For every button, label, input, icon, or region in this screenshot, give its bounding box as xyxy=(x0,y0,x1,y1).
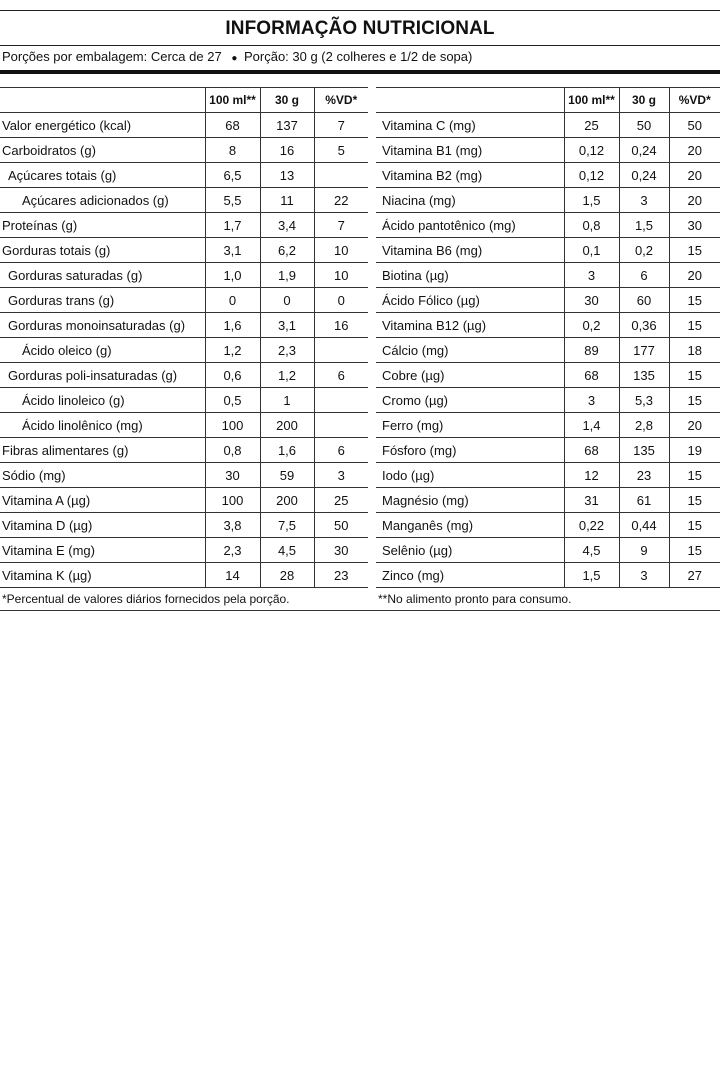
header-blank-left xyxy=(0,88,205,113)
value-30g: 28 xyxy=(260,563,314,588)
value-100ml: 31 xyxy=(564,488,619,513)
bullet-icon: ● xyxy=(231,53,238,64)
nutrient-name: Ácido oleico (g) xyxy=(0,338,205,363)
nutrient-name: Vitamina A (µg) xyxy=(0,488,205,513)
value-dv: 15 xyxy=(669,363,720,388)
table-row xyxy=(0,388,720,413)
nutrient-name: Fibras alimentares (g) xyxy=(0,438,205,463)
nutrient-name: Cromo (µg) xyxy=(376,388,564,413)
table-row xyxy=(0,188,720,213)
header-blank-right xyxy=(376,88,564,113)
value-dv: 20 xyxy=(669,163,720,188)
nutrient-name: Açúcares adicionados (g) xyxy=(0,188,205,213)
nutrient-name: Proteínas (g) xyxy=(0,213,205,238)
value-100ml: 1,4 xyxy=(564,413,619,438)
value-dv: 16 xyxy=(314,313,368,338)
value-dv: 5 xyxy=(314,138,368,163)
value-dv: 15 xyxy=(669,513,720,538)
value-dv: 27 xyxy=(669,563,720,588)
nutrient-name: Valor energético (kcal) xyxy=(0,113,205,138)
value-30g: 2,8 xyxy=(619,413,669,438)
column-gap xyxy=(368,438,376,463)
nutrient-name: Ácido linolênico (mg) xyxy=(0,413,205,438)
value-100ml: 0,1 xyxy=(564,238,619,263)
value-30g: 60 xyxy=(619,288,669,313)
value-100ml: 30 xyxy=(205,463,260,488)
value-100ml: 4,5 xyxy=(564,538,619,563)
value-30g: 3 xyxy=(619,188,669,213)
value-100ml: 3,1 xyxy=(205,238,260,263)
serving-info xyxy=(0,46,720,68)
value-dv: 20 xyxy=(669,413,720,438)
column-gap xyxy=(368,313,376,338)
nutrient-name: Vitamina B12 (µg) xyxy=(376,313,564,338)
value-30g: 3 xyxy=(619,563,669,588)
nutrient-name: Vitamina B6 (mg) xyxy=(376,238,564,263)
header-100ml-right: 100 ml** xyxy=(564,88,619,113)
value-dv: 30 xyxy=(669,213,720,238)
nutrient-name: Vitamina B2 (mg) xyxy=(376,163,564,188)
column-gap xyxy=(368,213,376,238)
nutrient-name: Cálcio (mg) xyxy=(376,338,564,363)
column-gap xyxy=(368,388,376,413)
footnotes xyxy=(0,588,720,610)
nutrient-name: Gorduras saturadas (g) xyxy=(0,263,205,288)
nutrient-name: Gorduras trans (g) xyxy=(0,288,205,313)
nutrient-name: Iodo (µg) xyxy=(376,463,564,488)
column-gap xyxy=(368,513,376,538)
value-100ml: 1,7 xyxy=(205,213,260,238)
value-100ml: 68 xyxy=(564,438,619,463)
footnote-ready: **No alimento pronto para consumo. xyxy=(378,592,572,606)
value-100ml: 100 xyxy=(205,413,260,438)
value-30g: 7,5 xyxy=(260,513,314,538)
value-dv: 20 xyxy=(669,138,720,163)
nutrition-table xyxy=(0,87,720,588)
value-100ml: 0,8 xyxy=(564,213,619,238)
value-30g: 0,36 xyxy=(619,313,669,338)
value-30g: 0 xyxy=(260,288,314,313)
value-100ml: 68 xyxy=(564,363,619,388)
nutrient-name: Gorduras totais (g) xyxy=(0,238,205,263)
value-30g: 200 xyxy=(260,413,314,438)
nutrient-name: Gorduras monoinsaturadas (g) xyxy=(0,313,205,338)
table-row xyxy=(0,313,720,338)
value-100ml: 12 xyxy=(564,463,619,488)
value-dv: 20 xyxy=(669,188,720,213)
column-gap xyxy=(368,188,376,213)
value-dv xyxy=(314,413,368,438)
nutrient-name: Ácido linoleico (g) xyxy=(0,388,205,413)
header-30g-left: 30 g xyxy=(260,88,314,113)
value-30g: 1,5 xyxy=(619,213,669,238)
footnote-dv: *Percentual de valores diários fornecidos pela porção. xyxy=(2,592,290,606)
column-gap xyxy=(368,338,376,363)
nutrient-name: Zinco (mg) xyxy=(376,563,564,588)
value-dv: 15 xyxy=(669,538,720,563)
value-100ml: 8 xyxy=(205,138,260,163)
column-gap xyxy=(368,238,376,263)
table-row xyxy=(0,513,720,538)
value-dv: 7 xyxy=(314,213,368,238)
value-30g: 6 xyxy=(619,263,669,288)
value-dv: 15 xyxy=(669,388,720,413)
value-dv: 22 xyxy=(314,188,368,213)
table-row xyxy=(0,563,720,588)
value-100ml: 1,0 xyxy=(205,263,260,288)
table-row xyxy=(0,288,720,313)
header-100ml-left: 100 ml** xyxy=(205,88,260,113)
nutrient-name: Carboidratos (g) xyxy=(0,138,205,163)
value-dv: 19 xyxy=(669,438,720,463)
nutrient-name: Manganês (mg) xyxy=(376,513,564,538)
nutrient-name: Vitamina D (µg) xyxy=(0,513,205,538)
value-dv: 15 xyxy=(669,313,720,338)
value-30g: 137 xyxy=(260,113,314,138)
nutrient-name: Biotina (µg) xyxy=(376,263,564,288)
nutrient-name: Ácido Fólico (µg) xyxy=(376,288,564,313)
value-dv: 23 xyxy=(314,563,368,588)
value-30g: 4,5 xyxy=(260,538,314,563)
nutrient-name: Ferro (mg) xyxy=(376,413,564,438)
value-30g: 177 xyxy=(619,338,669,363)
value-30g: 6,2 xyxy=(260,238,314,263)
header-vd-left: %VD* xyxy=(314,88,368,113)
value-30g: 135 xyxy=(619,438,669,463)
value-dv: 6 xyxy=(314,363,368,388)
value-dv: 18 xyxy=(669,338,720,363)
table-row xyxy=(0,138,720,163)
value-dv: 50 xyxy=(314,513,368,538)
header-vd-right: %VD* xyxy=(669,88,720,113)
value-100ml: 0,5 xyxy=(205,388,260,413)
servings-per-package: Porções por embalagem: Cerca de 27 xyxy=(2,49,222,64)
nutrient-name: Vitamina C (mg) xyxy=(376,113,564,138)
value-dv: 25 xyxy=(314,488,368,513)
column-gap xyxy=(368,488,376,513)
nutrient-name: Ácido pantotênico (mg) xyxy=(376,213,564,238)
label-title: INFORMAÇÃO NUTRICIONAL xyxy=(0,11,720,46)
value-100ml: 3 xyxy=(564,263,619,288)
table-row xyxy=(0,163,720,188)
value-dv xyxy=(314,388,368,413)
value-dv: 15 xyxy=(669,488,720,513)
value-30g: 11 xyxy=(260,188,314,213)
value-30g: 3,1 xyxy=(260,313,314,338)
nutrient-name: Niacina (mg) xyxy=(376,188,564,213)
value-dv xyxy=(314,338,368,363)
value-100ml: 5,5 xyxy=(205,188,260,213)
value-dv: 50 xyxy=(669,113,720,138)
value-dv: 10 xyxy=(314,263,368,288)
value-30g: 200 xyxy=(260,488,314,513)
value-dv: 15 xyxy=(669,288,720,313)
value-30g: 61 xyxy=(619,488,669,513)
table-row xyxy=(0,113,720,138)
table-row xyxy=(0,538,720,563)
value-30g: 13 xyxy=(260,163,314,188)
value-30g: 1 xyxy=(260,388,314,413)
value-100ml: 3 xyxy=(564,388,619,413)
value-100ml: 30 xyxy=(564,288,619,313)
column-gap xyxy=(368,288,376,313)
value-100ml: 25 xyxy=(564,113,619,138)
value-100ml: 0,12 xyxy=(564,163,619,188)
value-dv: 3 xyxy=(314,463,368,488)
value-30g: 135 xyxy=(619,363,669,388)
value-100ml: 1,2 xyxy=(205,338,260,363)
value-dv: 0 xyxy=(314,288,368,313)
value-100ml: 1,6 xyxy=(205,313,260,338)
table-header xyxy=(0,88,720,113)
column-gap xyxy=(368,563,376,588)
table-row xyxy=(0,463,720,488)
column-gap xyxy=(368,88,376,113)
column-gap xyxy=(368,163,376,188)
value-100ml: 1,5 xyxy=(564,563,619,588)
value-100ml: 68 xyxy=(205,113,260,138)
nutrient-name: Gorduras poli-insaturadas (g) xyxy=(0,363,205,388)
value-100ml: 6,5 xyxy=(205,163,260,188)
nutrient-name: Açúcares totais (g) xyxy=(0,163,205,188)
table-row xyxy=(0,263,720,288)
column-gap xyxy=(368,463,376,488)
table-row xyxy=(0,488,720,513)
value-100ml: 2,3 xyxy=(205,538,260,563)
nutrient-name: Fósforo (mg) xyxy=(376,438,564,463)
column-gap xyxy=(368,263,376,288)
value-100ml: 0,22 xyxy=(564,513,619,538)
nutrient-name: Vitamina E (mg) xyxy=(0,538,205,563)
value-100ml: 100 xyxy=(205,488,260,513)
value-100ml: 0,8 xyxy=(205,438,260,463)
nutrient-name: Selênio (µg) xyxy=(376,538,564,563)
value-dv: 10 xyxy=(314,238,368,263)
column-gap xyxy=(368,363,376,388)
value-100ml: 0,2 xyxy=(564,313,619,338)
value-100ml: 0 xyxy=(205,288,260,313)
value-30g: 0,24 xyxy=(619,163,669,188)
value-30g: 50 xyxy=(619,113,669,138)
value-100ml: 3,8 xyxy=(205,513,260,538)
table-row xyxy=(0,438,720,463)
value-100ml: 0,12 xyxy=(564,138,619,163)
nutrient-name: Vitamina B1 (mg) xyxy=(376,138,564,163)
value-30g: 9 xyxy=(619,538,669,563)
nutrient-name: Magnésio (mg) xyxy=(376,488,564,513)
value-30g: 0,2 xyxy=(619,238,669,263)
value-100ml: 89 xyxy=(564,338,619,363)
value-30g: 5,3 xyxy=(619,388,669,413)
value-30g: 59 xyxy=(260,463,314,488)
table-row xyxy=(0,238,720,263)
column-gap xyxy=(368,538,376,563)
portion-size: Porção: 30 g (2 colheres e 1/2 de sopa) xyxy=(243,49,473,64)
nutrient-name: Sódio (mg) xyxy=(0,463,205,488)
value-30g: 23 xyxy=(619,463,669,488)
table-row xyxy=(0,338,720,363)
value-30g: 0,44 xyxy=(619,513,669,538)
value-30g: 1,2 xyxy=(260,363,314,388)
header-30g-right: 30 g xyxy=(619,88,669,113)
column-gap xyxy=(368,113,376,138)
column-gap xyxy=(368,413,376,438)
value-dv xyxy=(314,163,368,188)
value-dv: 6 xyxy=(314,438,368,463)
value-30g: 2,3 xyxy=(260,338,314,363)
value-30g: 0,24 xyxy=(619,138,669,163)
nutrition-label xyxy=(0,10,720,611)
nutrient-name: Cobre (µg) xyxy=(376,363,564,388)
value-100ml: 1,5 xyxy=(564,188,619,213)
nutrient-name: Vitamina K (µg) xyxy=(0,563,205,588)
column-gap xyxy=(368,138,376,163)
value-dv: 15 xyxy=(669,463,720,488)
value-dv: 20 xyxy=(669,263,720,288)
divider-bottom xyxy=(0,610,720,611)
value-dv: 30 xyxy=(314,538,368,563)
value-30g: 16 xyxy=(260,138,314,163)
table-row xyxy=(0,413,720,438)
table-row xyxy=(0,363,720,388)
value-30g: 3,4 xyxy=(260,213,314,238)
value-dv: 7 xyxy=(314,113,368,138)
table-row xyxy=(0,213,720,238)
value-30g: 1,6 xyxy=(260,438,314,463)
value-100ml: 14 xyxy=(205,563,260,588)
value-dv: 15 xyxy=(669,238,720,263)
value-100ml: 0,6 xyxy=(205,363,260,388)
value-30g: 1,9 xyxy=(260,263,314,288)
